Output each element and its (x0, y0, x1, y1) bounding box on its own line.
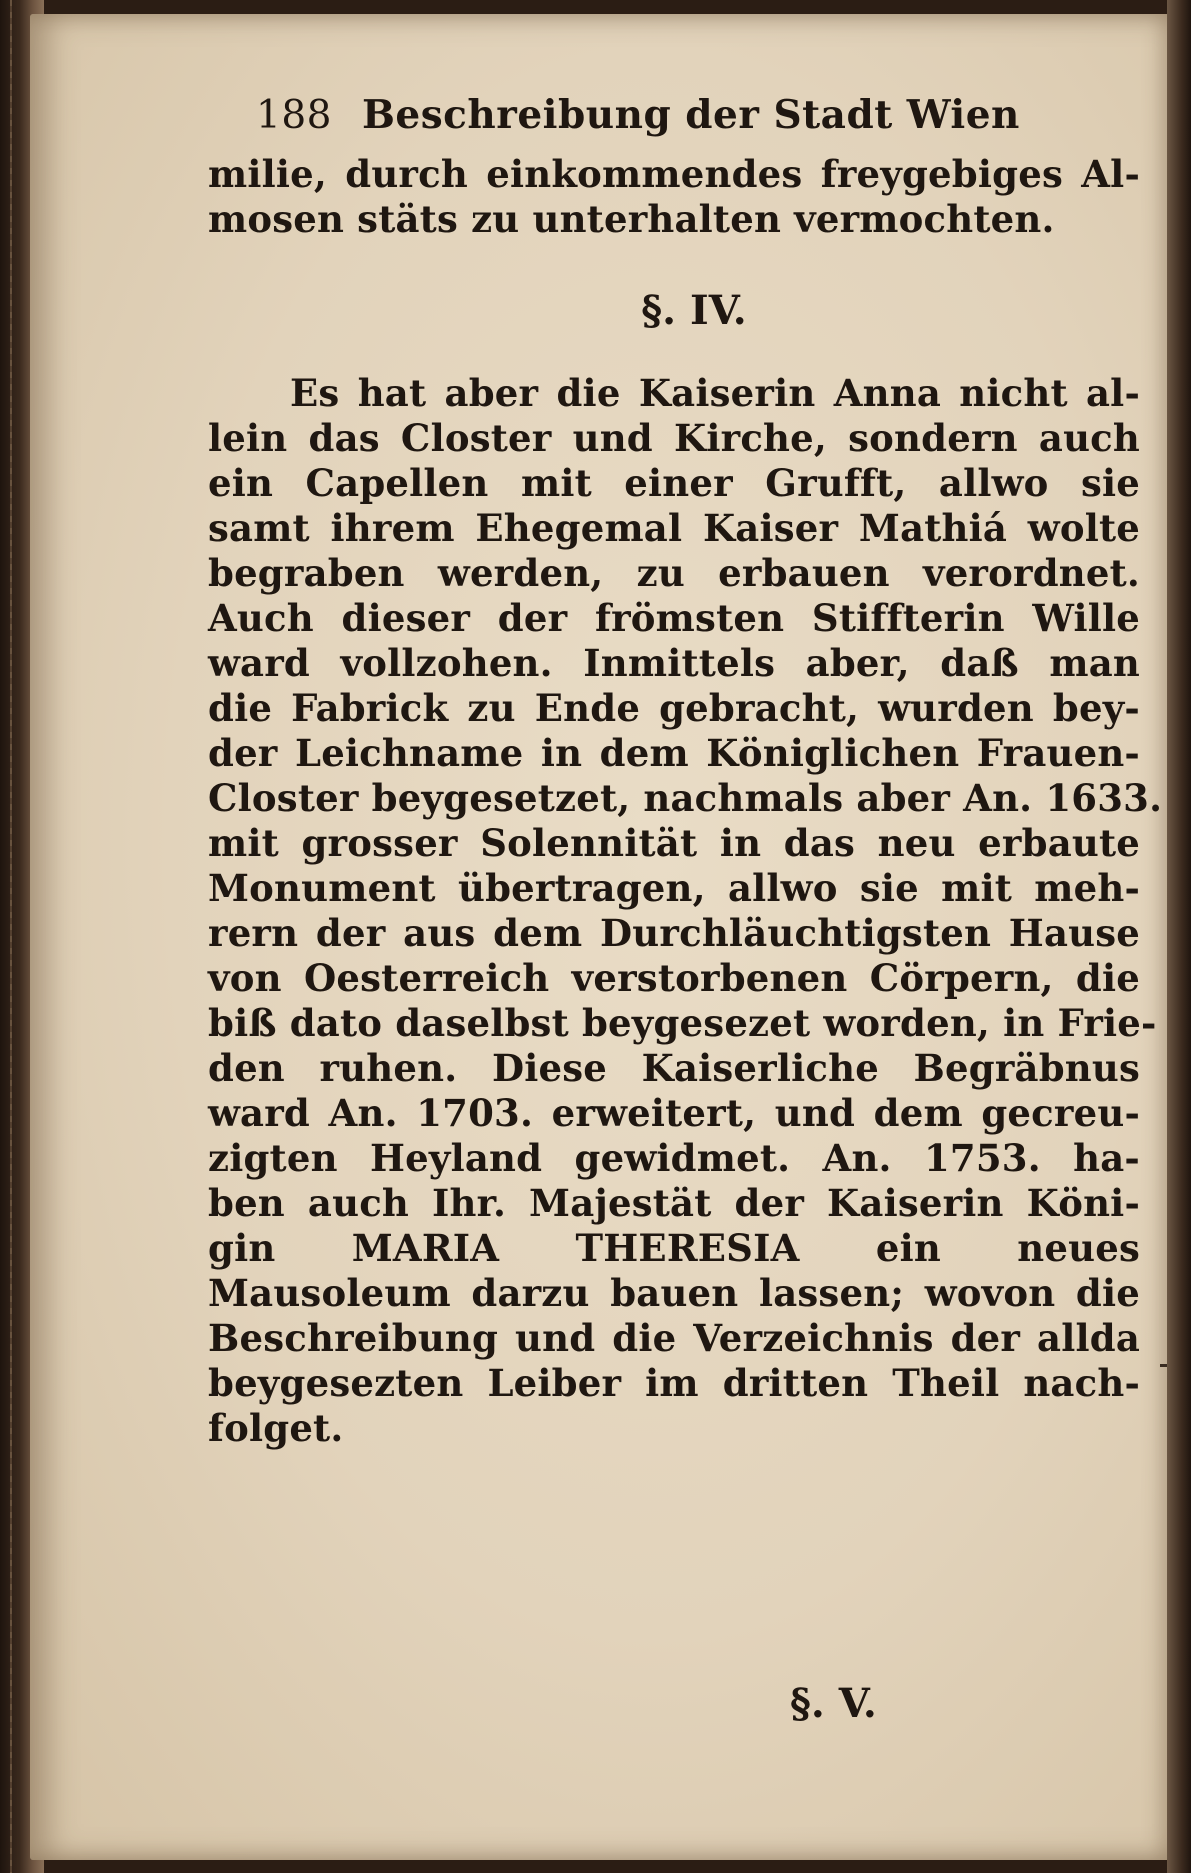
text-line: den ruhen. Diese Kaiserliche Begräbnus (208, 1046, 1140, 1090)
text-line: zigten Heyland gewidmet. An. 1753. ha- (208, 1136, 1140, 1180)
text-line: ward vollzohen. Inmittels aber, daß man (208, 641, 1140, 685)
section-heading: §. IV. (641, 287, 747, 334)
page-stack-edge (1167, 0, 1191, 1873)
text-line: von Oesterreich verstorbenen Cörpern, die (208, 956, 1140, 1000)
text-line: Auch dieser der frömsten Stiffterin Wille (208, 596, 1140, 640)
text-line: die Fabrick zu Ende gebracht, wurden bey- (208, 686, 1140, 730)
text-line: ein Capellen mit einer Grufft, allwo sie (208, 461, 1140, 505)
text-line: ward An. 1703. erweitert, und dem gecreu- (208, 1091, 1140, 1135)
text-line: begraben werden, zu erbauen verordnet. (208, 551, 1140, 595)
page-header (256, 92, 1140, 152)
text-line: biß dato daselbst beygesezet worden, in Frie- (208, 1001, 1157, 1045)
page-number: 188 (256, 93, 332, 138)
text-line: beygesezten Leiber im dritten Theil nach- (208, 1361, 1140, 1405)
text-line: Es hat aber die Kaiserin Anna nicht al- (290, 371, 1140, 415)
text-line: lein das Closter und Kirche, sondern auch (208, 416, 1140, 460)
text-line: ben auch Ihr. Majestät der Kaiserin Köni- (208, 1181, 1140, 1225)
text-line: Beschreibung und die Verzeichnis der allda (208, 1316, 1140, 1360)
page-text-block (208, 92, 1163, 1451)
text-line: rern der aus dem Durchläuchtigsten Hause (208, 911, 1140, 955)
text-line: gin MARIA THERESIA ein neues (208, 1226, 1140, 1270)
book-page (30, 14, 1170, 1860)
text-line: Monument übertragen, allwo sie mit meh- (208, 866, 1140, 910)
catchword: §. V. (790, 1680, 877, 1727)
text-line: Mausoleum darzu bauen lassen; wovon die (208, 1271, 1140, 1315)
text-line: mosen stäts zu unterhalten vermochten. (208, 197, 1055, 241)
running-head: Beschreibung der Stadt Wien (361, 92, 1020, 138)
text-line: folget. (208, 1406, 344, 1450)
text-line: mit grosser Solennität in das neu erbaute (208, 821, 1140, 865)
text-line: der Leichname in dem Königlichen Frauen- (208, 731, 1140, 775)
text-line: samt ihrem Ehegemal Kaiser Mathiá wolte (208, 506, 1140, 550)
text-line: milie, durch einkommendes freygebiges Al- (208, 152, 1140, 196)
text-line: Closter beygesetzet, nachmals aber An. 1633. (208, 776, 1163, 820)
